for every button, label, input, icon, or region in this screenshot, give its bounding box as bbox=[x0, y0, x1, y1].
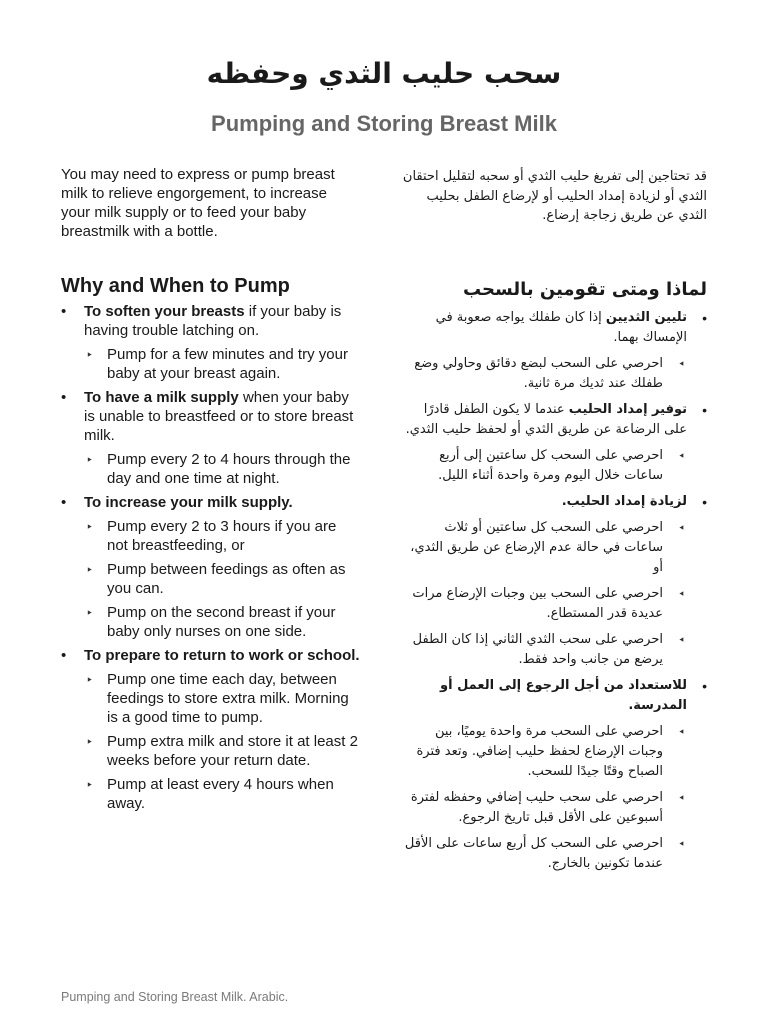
triangle-bullet-icon bbox=[678, 630, 685, 651]
item-lead: To soften your breasts bbox=[84, 303, 245, 320]
section-heading-english: Why and When to Pump bbox=[61, 275, 290, 297]
triangle-bullet-icon bbox=[86, 670, 93, 690]
list-item bbox=[61, 302, 363, 383]
triangle-bullet-icon bbox=[86, 775, 93, 795]
sub-item-text: احرصي على السحب كل ساعتين إلى أربع ساعات خلال اليوم ومرة واحدة أثناء الليل. bbox=[438, 448, 663, 483]
list-item bbox=[61, 388, 363, 488]
triangle-bullet-icon bbox=[86, 732, 93, 752]
sub-list bbox=[402, 354, 687, 394]
sub-list-item bbox=[402, 354, 687, 394]
sub-item-text: Pump extra milk and store it at least 2 weeks before your return date. bbox=[107, 733, 358, 769]
sub-list-item bbox=[84, 603, 360, 641]
bullet-icon bbox=[61, 302, 66, 321]
item-text: عندما لا يكون الطفل قادرًا على الرضاعة عن طريق الثدي أو لحفظ حليب الثدي. bbox=[405, 402, 687, 437]
item-lead: توفير إمداد الحليب bbox=[568, 402, 687, 417]
sub-item-text: احرصي على السحب كل ساعتين أو ثلاث ساعات في حالة عدم الإرضاع عن طريق الثدي، أو bbox=[410, 520, 663, 575]
bullet-icon bbox=[61, 388, 66, 407]
triangle-bullet-icon bbox=[678, 788, 685, 809]
sub-list bbox=[84, 450, 363, 488]
section-heading-arabic: لماذا ومتى تقومين بالسحب bbox=[463, 279, 707, 300]
sub-list-item bbox=[402, 788, 687, 828]
sub-list-item bbox=[402, 722, 687, 782]
triangle-bullet-icon bbox=[678, 722, 685, 743]
list-item bbox=[402, 308, 707, 394]
sub-list-item bbox=[402, 834, 687, 874]
sub-list-item bbox=[402, 584, 687, 624]
item-text: if your baby is having trouble latching on. bbox=[84, 303, 342, 339]
bullet-icon bbox=[61, 646, 66, 665]
sub-item-text: احرصي على السحب بين وجبات الإرضاع مرات عديدة قدر المستطاع. bbox=[412, 586, 663, 621]
list-item bbox=[402, 400, 707, 486]
sub-list-item bbox=[84, 732, 360, 770]
sub-list bbox=[402, 722, 687, 874]
sub-list-item bbox=[84, 560, 360, 598]
bullet-icon bbox=[702, 676, 707, 698]
sub-item-text: Pump every 2 to 4 hours through the day and one time at night. bbox=[107, 451, 351, 487]
sub-item-text: Pump one time each day, between feedings to store extra milk. Morning is a good time to pump. bbox=[107, 671, 349, 726]
reasons-list-arabic bbox=[402, 308, 707, 874]
sub-list-item bbox=[84, 517, 360, 555]
page-footer: Pumping and Storing Breast Milk. Arabic. bbox=[61, 990, 289, 1004]
triangle-bullet-icon bbox=[678, 354, 685, 375]
list-item bbox=[402, 676, 707, 874]
sub-list-item bbox=[84, 345, 360, 383]
list-item bbox=[402, 492, 707, 670]
item-lead: تليين الثديين bbox=[605, 310, 687, 325]
triangle-bullet-icon bbox=[678, 584, 685, 605]
bullet-icon bbox=[702, 400, 707, 422]
list-item bbox=[61, 646, 363, 813]
sub-list-item bbox=[402, 446, 687, 486]
sub-list-item bbox=[84, 775, 360, 813]
bullet-icon bbox=[702, 492, 707, 514]
triangle-bullet-icon bbox=[678, 446, 685, 467]
sub-item-text: احرصي على سحب حليب إضافي وحفظه لفترة أسبوعين على الأقل قبل تاريخ الرجوع. bbox=[410, 790, 663, 825]
sub-item-text: احرصي على السحب مرة واحدة يوميًا، بين وجبات الإرضاع لحفظ حليب إضافي. وتعد فترة الصباح وقتًا جيدًا للسحب. bbox=[416, 724, 663, 779]
sub-item-text: Pump for a few minutes and try your baby at your breast again. bbox=[107, 346, 348, 382]
sub-list-item bbox=[84, 670, 360, 727]
triangle-bullet-icon bbox=[678, 518, 685, 539]
list-item bbox=[61, 493, 363, 641]
item-lead: لزيادة إمداد الحليب. bbox=[561, 494, 687, 509]
item-lead: للاستعداد من أجل الرجوع إلى العمل أو المدرسة. bbox=[440, 678, 687, 713]
reasons-list-english bbox=[61, 302, 363, 813]
sub-list-item bbox=[402, 630, 687, 670]
triangle-bullet-icon bbox=[86, 560, 93, 580]
sub-list bbox=[402, 518, 687, 670]
sub-item-text: Pump on the second breast if your baby only nurses on one side. bbox=[107, 604, 336, 640]
triangle-bullet-icon bbox=[86, 603, 93, 623]
sub-item-text: احرصي على سحب الثدي الثاني إذا كان الطفل يرضع من جانب واحد فقط. bbox=[412, 632, 663, 667]
sub-list-item bbox=[402, 518, 687, 578]
triangle-bullet-icon bbox=[86, 450, 93, 470]
item-lead: To increase your milk supply. bbox=[84, 494, 293, 511]
sub-item-text: Pump every 2 to 3 hours if you are not breastfeeding, or bbox=[107, 518, 337, 554]
sub-list bbox=[84, 670, 363, 813]
triangle-bullet-icon bbox=[678, 834, 685, 855]
triangle-bullet-icon bbox=[86, 517, 93, 537]
bullet-icon bbox=[61, 493, 66, 512]
sub-item-text: احرصي على السحب كل أربع ساعات على الأقل عندما تكونين بالخارج. bbox=[404, 836, 663, 871]
sub-item-text: احرصي على السحب لبضع دقائق وحاولي وضع طفلك عند ثديك مرة ثانية. bbox=[414, 356, 663, 391]
sub-list bbox=[84, 345, 363, 383]
item-text: when your baby is unable to breastfeed or to store breast milk. bbox=[84, 389, 354, 444]
bullet-icon bbox=[702, 308, 707, 330]
sub-list bbox=[84, 517, 363, 641]
triangle-bullet-icon bbox=[86, 345, 93, 365]
sub-item-text: Pump between feedings as often as you can. bbox=[107, 561, 346, 597]
sub-list-item bbox=[84, 450, 360, 488]
intro-english: You may need to express or pump breast milk to relieve engorgement, to increase your milk supply or to feed your baby breastmilk with a bottle. bbox=[61, 166, 335, 240]
page-title-arabic: سحب حليب الثدي وحفظه bbox=[206, 57, 562, 90]
item-lead: To prepare to return to work or school. bbox=[84, 647, 360, 664]
sub-item-text: Pump at least every 4 hours when away. bbox=[107, 776, 334, 812]
sub-list bbox=[402, 446, 687, 486]
intro-arabic: قد تحتاجين إلى تفريغ حليب الثدي أو سحبه لتقليل احتقان الثدي أو لزيادة إمداد الحليب أو لإرضاع الطفل بحليب الثدي عن طريق زجاجة إرضاع. bbox=[402, 169, 707, 223]
item-lead: To have a milk supply bbox=[84, 389, 239, 406]
item-text: إذا كان طفلك يواجه صعوبة في الإمساك بهما. bbox=[435, 310, 687, 345]
page-subtitle-english: Pumping and Storing Breast Milk bbox=[211, 111, 557, 136]
